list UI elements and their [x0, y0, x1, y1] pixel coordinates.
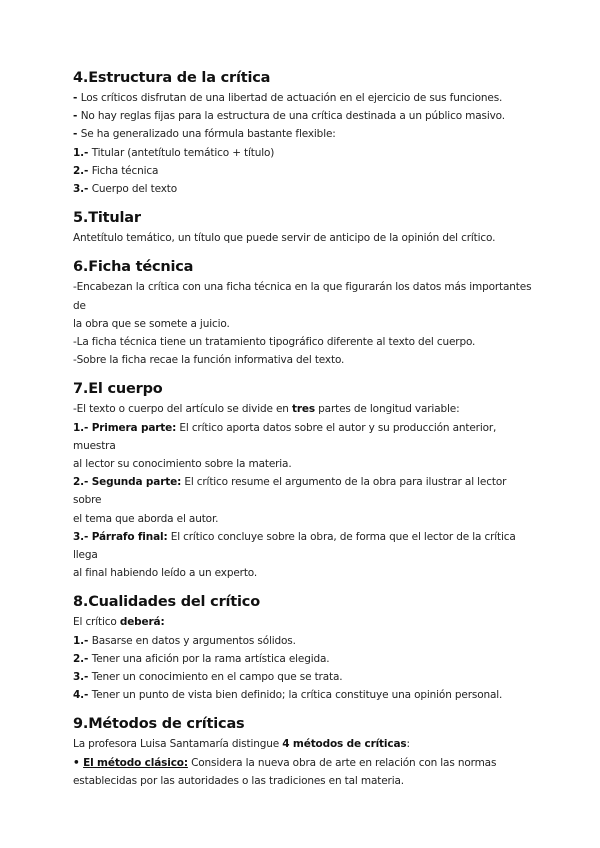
text-run: -Encabezan la crítica con una ficha técnica en la que figurarán los datos más importantes de: [73, 281, 532, 312]
text-run: al lector su conocimiento sobre la materia.: [73, 458, 292, 471]
section: [73, 259, 533, 369]
bold-text: 2.- Segunda parte:: [73, 476, 182, 489]
text-run: Tener una afición por la rama artística elegida.: [91, 652, 330, 665]
section-heading: 5.Titular: [73, 210, 141, 227]
section-heading: 7.El cuerpo: [73, 381, 163, 398]
section-heading: 8.Cualidades del crítico: [73, 594, 260, 611]
text-line: [73, 632, 533, 650]
bold-text: 3.-: [73, 183, 92, 196]
section: [73, 381, 533, 582]
text-run: El crítico: [73, 616, 120, 629]
section: [73, 716, 533, 790]
document-content: [73, 70, 533, 802]
text-line: [73, 455, 533, 473]
text-run: El crítico concluye sobre la obra, de forma que el lector de la crítica llega: [73, 530, 516, 562]
text-run: La profesora Luisa Santamaría distingue: [73, 738, 283, 751]
text-run: Basarse en datos y argumentos sólidos.: [91, 634, 296, 647]
text-run: la obra que se somete a juicio.: [73, 317, 230, 330]
text-run: Titular (antetítulo temático + título): [91, 146, 275, 159]
text-line: [73, 333, 533, 351]
text-line: [73, 400, 533, 418]
text-run: El crítico aporta datos sobre el autor y su producción anterior, muestra: [73, 421, 497, 452]
text-run: Tener un conocimiento en el campo que se trata.: [91, 671, 343, 684]
bold-text: 3.-: [73, 671, 92, 684]
text-line: [73, 144, 533, 162]
bold-text: tres: [291, 403, 315, 416]
text-line: [73, 686, 533, 704]
bold-text: 1.-: [73, 634, 92, 647]
bold-text: 2.-: [73, 652, 92, 665]
text-run: Considera la nueva obra de arte en relación con las normas: [187, 756, 497, 769]
text-line: [73, 613, 533, 631]
text-run: Los críticos disfrutan de una libertad de actuación en el ejercicio de sus funciones.: [80, 92, 503, 104]
text-line: [73, 772, 533, 790]
bold-text: 1.- Primera parte:: [73, 421, 177, 434]
text-line: [73, 528, 533, 564]
text-run: Cuerpo del texto: [91, 183, 178, 196]
text-run: Tener un punto de vista bien definido; la crítica constituye una opinión personal.: [91, 689, 503, 702]
text-run: establecidas por las autoridades o las tradiciones en tal materia.: [73, 774, 404, 787]
text-run: No hay reglas fijas para la estructura de una crítica destinada a un público masivo.: [80, 110, 505, 123]
text-run: al final habiendo leído a un experto.: [73, 567, 258, 580]
text-line: [73, 89, 533, 107]
section: [73, 70, 533, 198]
bold-text: -: [73, 110, 81, 123]
section-heading: 9.Métodos de críticas: [73, 716, 245, 733]
text-run: el tema que aborda el autor.: [73, 512, 219, 525]
bold-text: •: [73, 756, 84, 769]
bold-text: 4 métodos de críticas: [282, 738, 407, 751]
text-line: [73, 564, 533, 582]
text-line: [73, 668, 533, 686]
text-run: -La ficha técnica tiene un tratamiento tipográfico diferente al texto del cuerpo.: [73, 336, 476, 349]
text-run: :: [406, 738, 410, 751]
bold-text: -: [73, 92, 81, 104]
text-line: [73, 510, 533, 528]
bold-text: -: [73, 128, 81, 141]
text-run: El crítico resume el argumento de la obra para ilustrar al lector sobre: [73, 476, 507, 507]
bold-text: El método clásico:: [83, 756, 188, 769]
text-run: partes de longitud variable:: [314, 403, 460, 416]
section-heading: 6.Ficha técnica: [73, 259, 194, 276]
text-line: [73, 419, 533, 455]
text-line: [73, 278, 533, 314]
text-line: [73, 125, 533, 143]
bold-text: 4.-: [73, 689, 92, 702]
text-line: [73, 107, 533, 125]
text-line: [73, 650, 533, 668]
text-run: Ficha técnica: [91, 164, 159, 177]
text-run: -Sobre la ficha recae la función informativa del texto.: [73, 354, 345, 367]
text-line: [73, 315, 533, 333]
text-line: [73, 351, 533, 369]
bold-text: 2.-: [73, 164, 92, 177]
text-run: Antetítulo temático, un título que puede servir de anticipo de la opinión del crítico.: [73, 232, 496, 245]
section: [73, 594, 533, 704]
section: [73, 210, 533, 247]
text-line: [73, 180, 533, 198]
text-line: [73, 162, 533, 180]
text-run: Se ha generalizado una fórmula bastante flexible:: [80, 128, 336, 141]
text-line: [73, 735, 533, 753]
bold-text: 3.- Párrafo final:: [73, 530, 168, 543]
text-line: [73, 473, 533, 509]
bold-text: 1.-: [73, 146, 92, 159]
text-run: -El texto o cuerpo del artículo se divide en: [73, 403, 292, 416]
text-line: [73, 229, 533, 247]
bold-text: deberá:: [119, 616, 165, 629]
section-heading: 4.Estructura de la crítica: [73, 70, 271, 86]
text-line: [73, 754, 533, 772]
